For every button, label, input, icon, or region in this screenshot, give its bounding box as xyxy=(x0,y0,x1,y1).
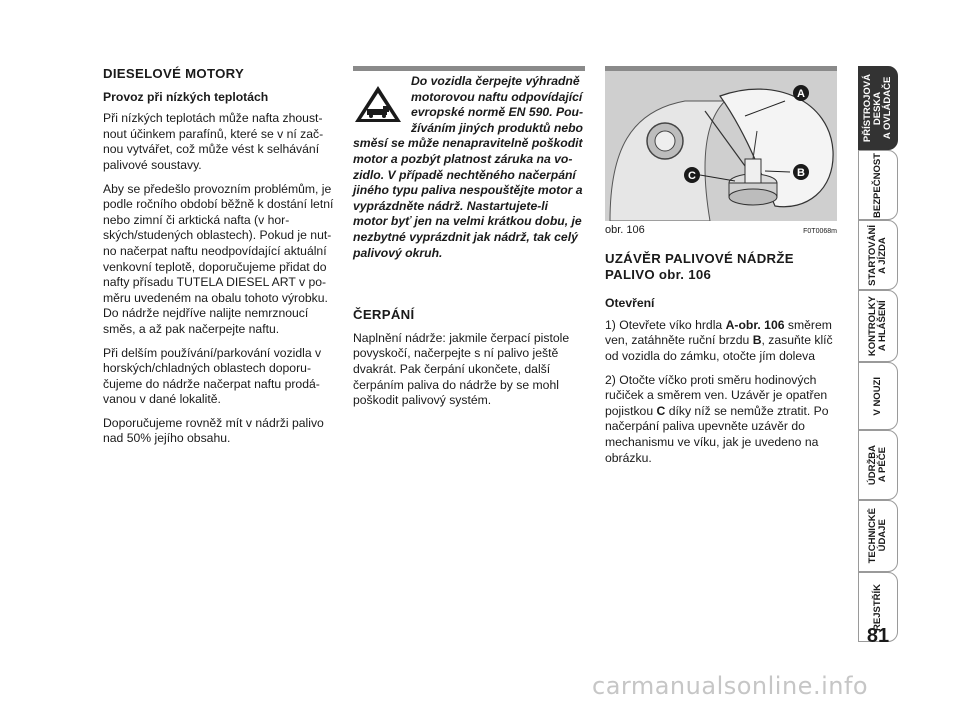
tab-pristrojova-deska[interactable] xyxy=(858,66,898,150)
text-run: 1) Otevřete víko hrdla xyxy=(605,317,726,332)
page-number: 81 xyxy=(866,625,890,647)
subheading-opening: Otevření xyxy=(605,296,655,311)
tab-label: V NOUZI xyxy=(872,376,883,416)
section-heading-diesel: DIESELOVÉ MOTORY xyxy=(103,66,245,81)
text-run: díky níž se nemůže ztratit. Po načerpání paliva upevněte uzávěr do mechanismu ve víku, jak je uvedeno na obrázku. xyxy=(605,403,829,465)
tab-label: STARTOVÁNÍ A JÍZDA xyxy=(867,224,888,286)
warning-text: Do vozidla čerpejte výhradně motorovou naftu odpovídající evropské normě EN 590. Používáním jiných produktů nebo směsí se může nenapravitelně poškodit motor a pozbýt platnost záruka na vozidlo. V případě nechtěného načerpání jiného typu paliva nespouštějte motor a vyprázdněte nádrž. Nastartujete-li motor byť jen na velmi krátkou dobu, je nezbytné vyprázdnit jak nádrž, tak celý palivový okruh. xyxy=(353,74,584,260)
tab-label: PŘÍSTROJOVÁ DESKA A OVLÁDAČE xyxy=(862,73,893,143)
paragraph-step-2 xyxy=(605,373,837,467)
paragraph: Při delším používání/parkování vozidla v horských/chladných oblastech doporučujeme do nádrže načerpat naftu prodávanou v dané lokalitě. xyxy=(103,345,322,407)
tab-v-nouzi[interactable] xyxy=(858,362,898,430)
section-heading-fuel-cap xyxy=(605,251,837,282)
tab-udrzba[interactable] xyxy=(858,430,898,500)
warning-top-bar xyxy=(353,66,585,71)
label-c: C xyxy=(688,170,696,182)
watermark: carmanualsonline.info xyxy=(592,672,869,700)
tab-label: TECHNICKÉ ÚDAJE xyxy=(867,508,888,564)
ref-figure: A-obr. 106 xyxy=(725,317,785,332)
paragraph: Při nízkých teplotách může nafta zhoustnout účinkem parafínů, které se v ní začnou vytvářet, což může vést k selhávání palivové soustavy. xyxy=(103,111,324,172)
tab-label: KONTROLKY A HLÁŠENÍ xyxy=(867,295,888,357)
paragraph: Doporučujeme rovněž mít v nádrži palivo nad 50% jejího obsahu. xyxy=(103,415,324,446)
column-right xyxy=(605,66,837,474)
figure-number: obr. 106 xyxy=(605,224,645,236)
figure-106 xyxy=(605,66,837,221)
text-run: , zasuňte klíč od vozidla do zámku, otočte jím doleva xyxy=(605,333,833,363)
tab-kontrolky[interactable] xyxy=(858,290,898,362)
paragraph: Naplnění nádrže: jakmile čerpací pistole povyskočí, načerpejte s ní palivo ještě dvakrát. Pak čerpání ukončete, další čerpáním paliva do nádrže by se mohl poškodit palivový systém. xyxy=(353,330,570,408)
text-run: 2) Otočte víčko proti směru hodinových ručiček a směrem ven. Uzávěr je opatřen pojistkou xyxy=(605,372,828,418)
label-b: B xyxy=(797,167,805,179)
figure-code: F0T0068m xyxy=(803,228,837,235)
subheading-low-temperatures: Provoz při nízkých teplotách xyxy=(103,89,269,104)
warning-triangle-icon xyxy=(353,84,403,124)
heading-line-2: PALIVO obr. 106 xyxy=(605,266,712,282)
tab-label: BEZPEČNOST xyxy=(872,152,883,218)
paragraph-step-1 xyxy=(605,318,837,365)
tab-startovani[interactable] xyxy=(858,220,898,290)
label-a: A xyxy=(797,88,805,100)
column-middle xyxy=(353,66,585,417)
text-run: směrem ven, zatáhněte ruční brzdu xyxy=(605,317,832,348)
tab-bezpecnost[interactable] xyxy=(858,150,898,220)
warning-box xyxy=(353,74,585,261)
tab-label: ÚDRŽBA A PÉČE xyxy=(867,444,888,486)
ref-c: C xyxy=(656,403,666,418)
column-left xyxy=(103,66,335,455)
ref-b: B xyxy=(752,333,762,348)
tab-label: REJSTŘÍK xyxy=(872,583,883,631)
tab-technicke-udaje[interactable] xyxy=(858,500,898,572)
section-heading-refuelling: ČERPÁNÍ xyxy=(353,307,415,323)
heading-line-1: UZÁVĚR PALIVOVÉ NÁDRŽE xyxy=(605,251,794,266)
fuel-cap-illustration xyxy=(605,71,837,221)
paragraph: Aby se předešlo provozním problémům, je podle ročního období běžně k dostání letní nebo zimní či arktická nafta (v horských/studených oblastech). Pokud je nutno načerpat naftu neodpovídající aktuální venkovní teplotě, doporučujeme přidat do nafty přísadu TUTELA DIESEL ART v poměru uvedeném na obalu tohoto výrobku. Do nádrže nejdříve nalijte nemrznoucí směs, a až pak načerpejte naftu. xyxy=(103,181,334,336)
figure-caption xyxy=(605,223,837,239)
